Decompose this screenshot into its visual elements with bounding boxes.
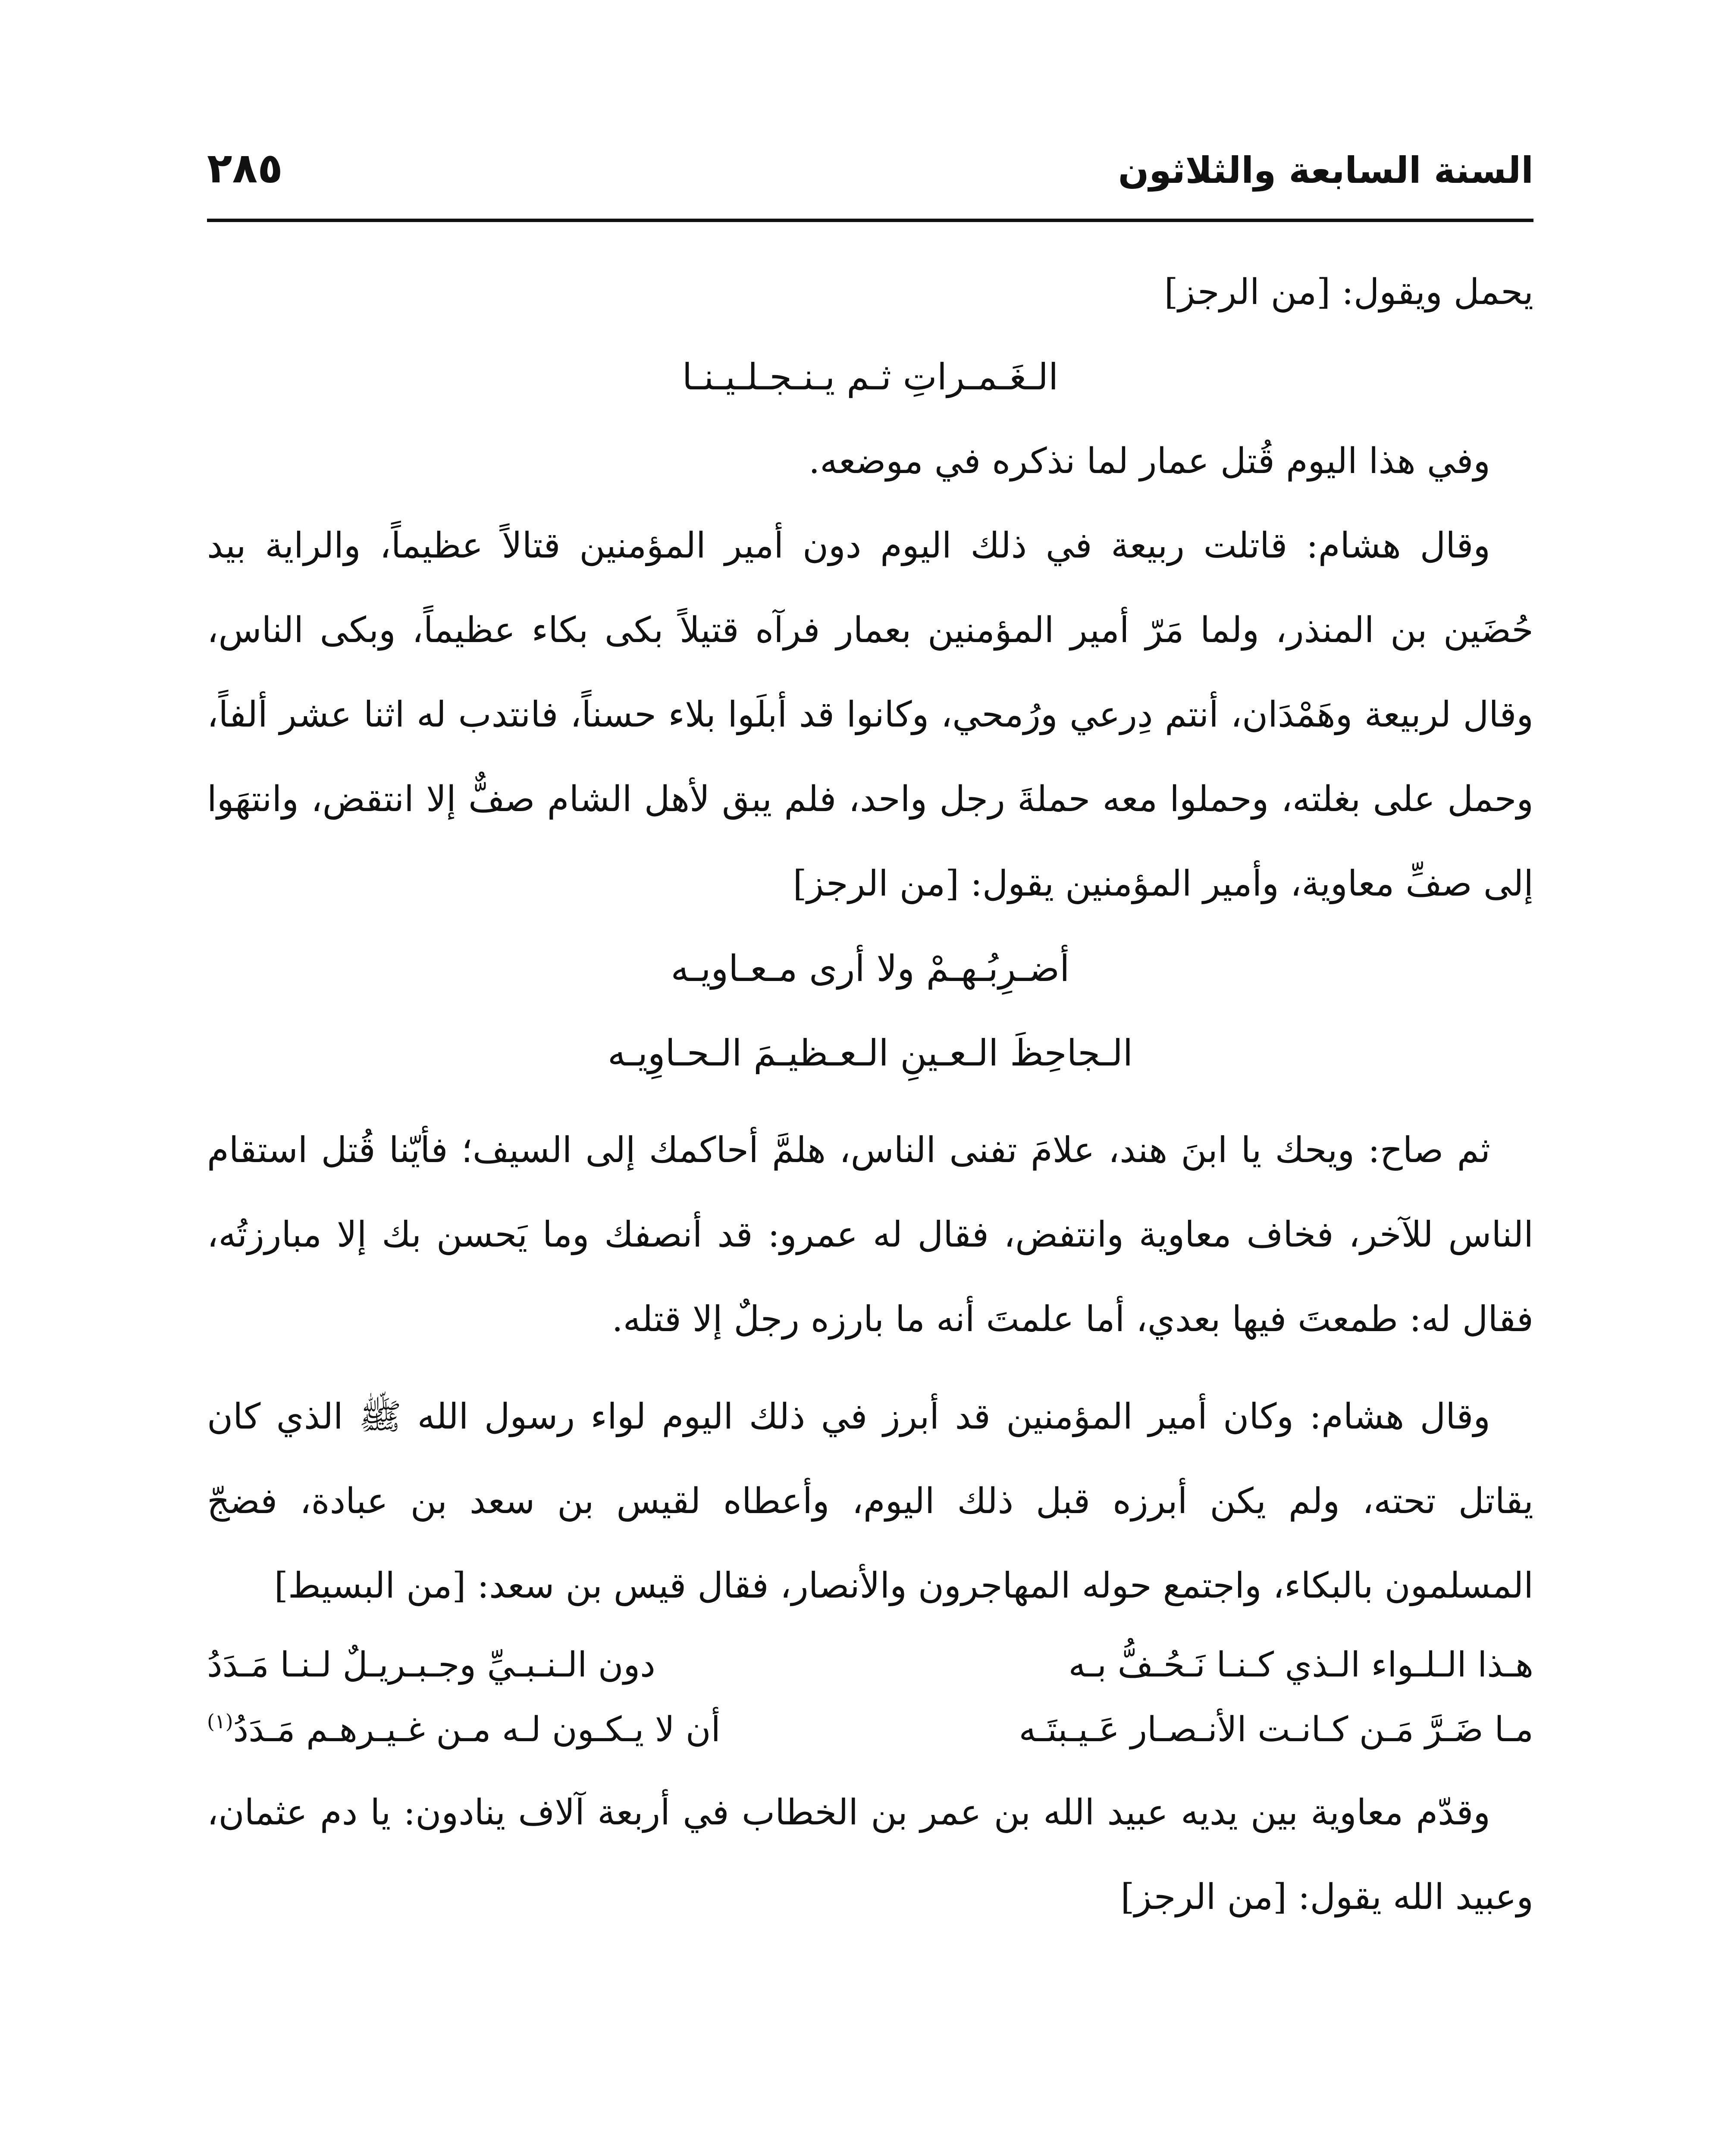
hemistich-second-with-ref [207,1697,831,1762]
paragraph: وقدّم معاوية بين يديه عبيد الله بن عمر بن الخطاب في أربعة آلاف ينادون: يا دم عثمان، وعبيد الله يقول: [من الرجز] [207,1792,1533,1918]
couplet [207,1633,1533,1697]
paragraph: وقال هشام: وكان أمير المؤمنين قد أبرز في ذلك اليوم لواء رسول الله ﷺ الذي كان يقاتل تحته، ولم يكن أبرزه قبل ذلك اليوم، وأعطاه لقيس بن سعد بن عبادة، فضجّ المسلمون بالبكاء، واجتمع حوله المهاجرون والأنصار، فقال قيس بن سعد: [من البسيط] [207,1396,1533,1606]
verse-line: أضـرِبُـهـمْ ولا أرى مـعـاويـه [671,947,1070,990]
footnote-reference: (١) [207,1710,233,1733]
spacer [207,1362,1533,1375]
spacer [207,1095,1533,1108]
page-header [207,142,1533,216]
couplet [207,1697,1533,1762]
paragraph: وفي هذا اليوم قُتل عمار لما نذكره في موضعه. [809,441,1490,482]
header-rule [207,219,1533,222]
poem-couplets [207,1633,1533,1762]
main-text [207,250,1533,1940]
page-number: ٢٨٥ [207,144,283,192]
hemistich-second: أن لا يـكـون لـه مـن غـيـرهـم مَـدَدُ [233,1709,721,1749]
verse-line: الـغَـمـراتِ ثـم يـنـجـلـيـنـا [682,356,1059,398]
running-head: السنة السابعة والثلاثون [1118,149,1533,191]
hemistich-second: دون الـنـبـيِّ وجـبـريـلٌ لـنـا مَـدَدُ [207,1645,655,1685]
paragraph: ثم صاح: ويحك يا ابنَ هند، علامَ تفنى الناس، هلمَّ أحاكمك إلى السيف؛ فأيّنا قُتل استقام الناس للآخر، فخاف معاوية وانتفض، فقال له عمرو: قد أنصفك وما يَحسن بك إلا مبارزتُه، فقال له: طمعتَ فيها بعدي، أما علمتَ أنه ما بارزه رجلٌ إلا قتله. [207,1130,1533,1340]
verse-line: الـجاحِظَ الـعـينِ الـعـظيـمَ الـحـاوِيـه [607,1032,1133,1074]
hemistich-first: مـا ضَـرَّ مَـن كـانـت الأنـصـار عَـيـبتَـه [1019,1709,1533,1749]
hemistich-first: هـذا الـلـواء الـذي كـنـا نَـحُـفُّ بـه [1068,1645,1533,1685]
paragraph: وقال هشام: قاتلت ربيعة في ذلك اليوم دون أمير المؤمنين قتالاً عظيماً، والراية بيد حُضَين بن المنذر، ولما مَرّ أمير المؤمنين بعمار فرآه قتيلاً بكى بكاء عظيماً، وبكى الناس، وقال لربيعة وهَمْدَان، أنتم دِرعي ورُمحي، وكانوا قد أبلَوا بلاء حسناً، فانتدب له اثنا عشر ألفاً، وحمل على بغلته، وحملوا معه حملةَ رجل واحد، فلم يبق لأهل الشام صفٌّ إلا انتقض، وانتهَوا إلى صفِّ معاوية، وأمير المؤمنين يقول: [من الرجز] [207,525,1533,904]
paragraph-intro: يحمل ويقول: [من الرجز] [1164,272,1533,313]
